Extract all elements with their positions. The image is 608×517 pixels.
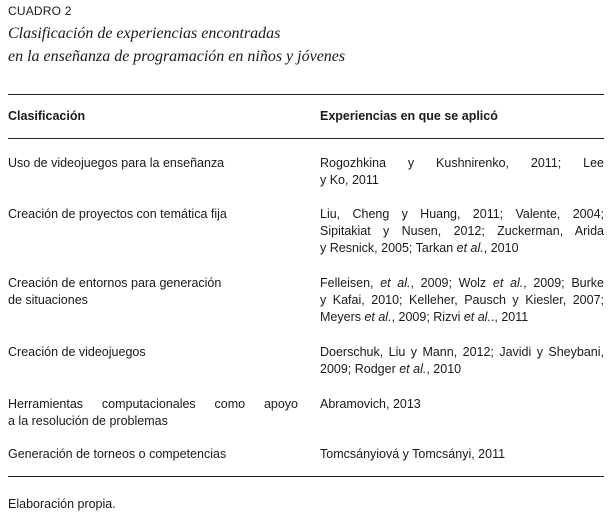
experiences-line: Sipitakiat y Nusen, 2012; Zuckerman, Arida <box>320 224 604 238</box>
experiences-line: Felleisen, et al., 2009; Wolz et al., 2009; Burke <box>320 276 604 290</box>
bottom-rule <box>8 476 604 477</box>
experiences-line: y Resnick, 2005; Tarkan et al., 2010 <box>320 241 519 255</box>
title-line-1: Clasificación de experiencias encontradas <box>8 25 281 42</box>
experiences-line: Liu, Cheng y Huang, 2011; Valente, 2004; <box>320 207 604 221</box>
experiences-cell <box>320 344 604 378</box>
experiences-line: 2009; Rodger et al., 2010 <box>320 362 462 376</box>
classification-line: a la resolución de problemas <box>8 414 168 428</box>
header-rule <box>8 138 604 139</box>
top-rule <box>8 94 604 95</box>
classification-line: Herramientas computacionales como apoyo <box>8 397 298 411</box>
experiences-line: Meyers et al., 2009; Rizvi et al.., 2011 <box>320 310 529 324</box>
experiences-line: Tomcsányiová y Tomcsányi, 2011 <box>320 447 506 461</box>
header-classification: Clasificación <box>8 109 86 123</box>
experiences-cell <box>320 155 604 189</box>
experiences-line: Rogozhkina y Kushnirenko, 2011; Lee <box>320 156 604 170</box>
title-line-2: en la enseñanza de programación en niños y jóvenes <box>8 48 346 65</box>
classification-cell <box>8 155 293 172</box>
header-experiences: Experiencias en que se aplicó <box>320 109 498 123</box>
classification-line: Generación de torneos o competencias <box>8 447 227 461</box>
classification-line: Creación de proyectos con temática fija <box>8 207 227 221</box>
experiences-cell <box>320 446 604 463</box>
experiences-cell <box>320 206 604 257</box>
experiences-line: y Ko, 2011 <box>320 173 379 187</box>
experiences-line: Doerschuk, Liu y Mann, 2012; Javidi y Sheybani, <box>320 345 604 359</box>
classification-line: Uso de videojuegos para la enseñanza <box>8 156 225 170</box>
classification-cell <box>8 275 293 309</box>
classification-line: Creación de entornos para generación <box>8 276 222 290</box>
table-title <box>8 22 345 68</box>
experiences-cell <box>320 275 604 326</box>
classification-line: Creación de videojuegos <box>8 345 146 359</box>
experiences-line: Abramovich, 2013 <box>320 397 421 411</box>
table-label: CUADRO 2 <box>8 4 72 18</box>
classification-cell <box>8 446 293 463</box>
classification-cell <box>8 344 293 361</box>
experiences-line: y Kafai, 2010; Kelleher, Pausch y Kiesler, 2007; <box>320 293 604 307</box>
classification-cell <box>8 206 293 223</box>
experiences-cell <box>320 396 604 413</box>
source-note: Elaboración propia. <box>8 497 116 511</box>
classification-cell <box>8 396 298 430</box>
classification-line: de situaciones <box>8 293 88 307</box>
